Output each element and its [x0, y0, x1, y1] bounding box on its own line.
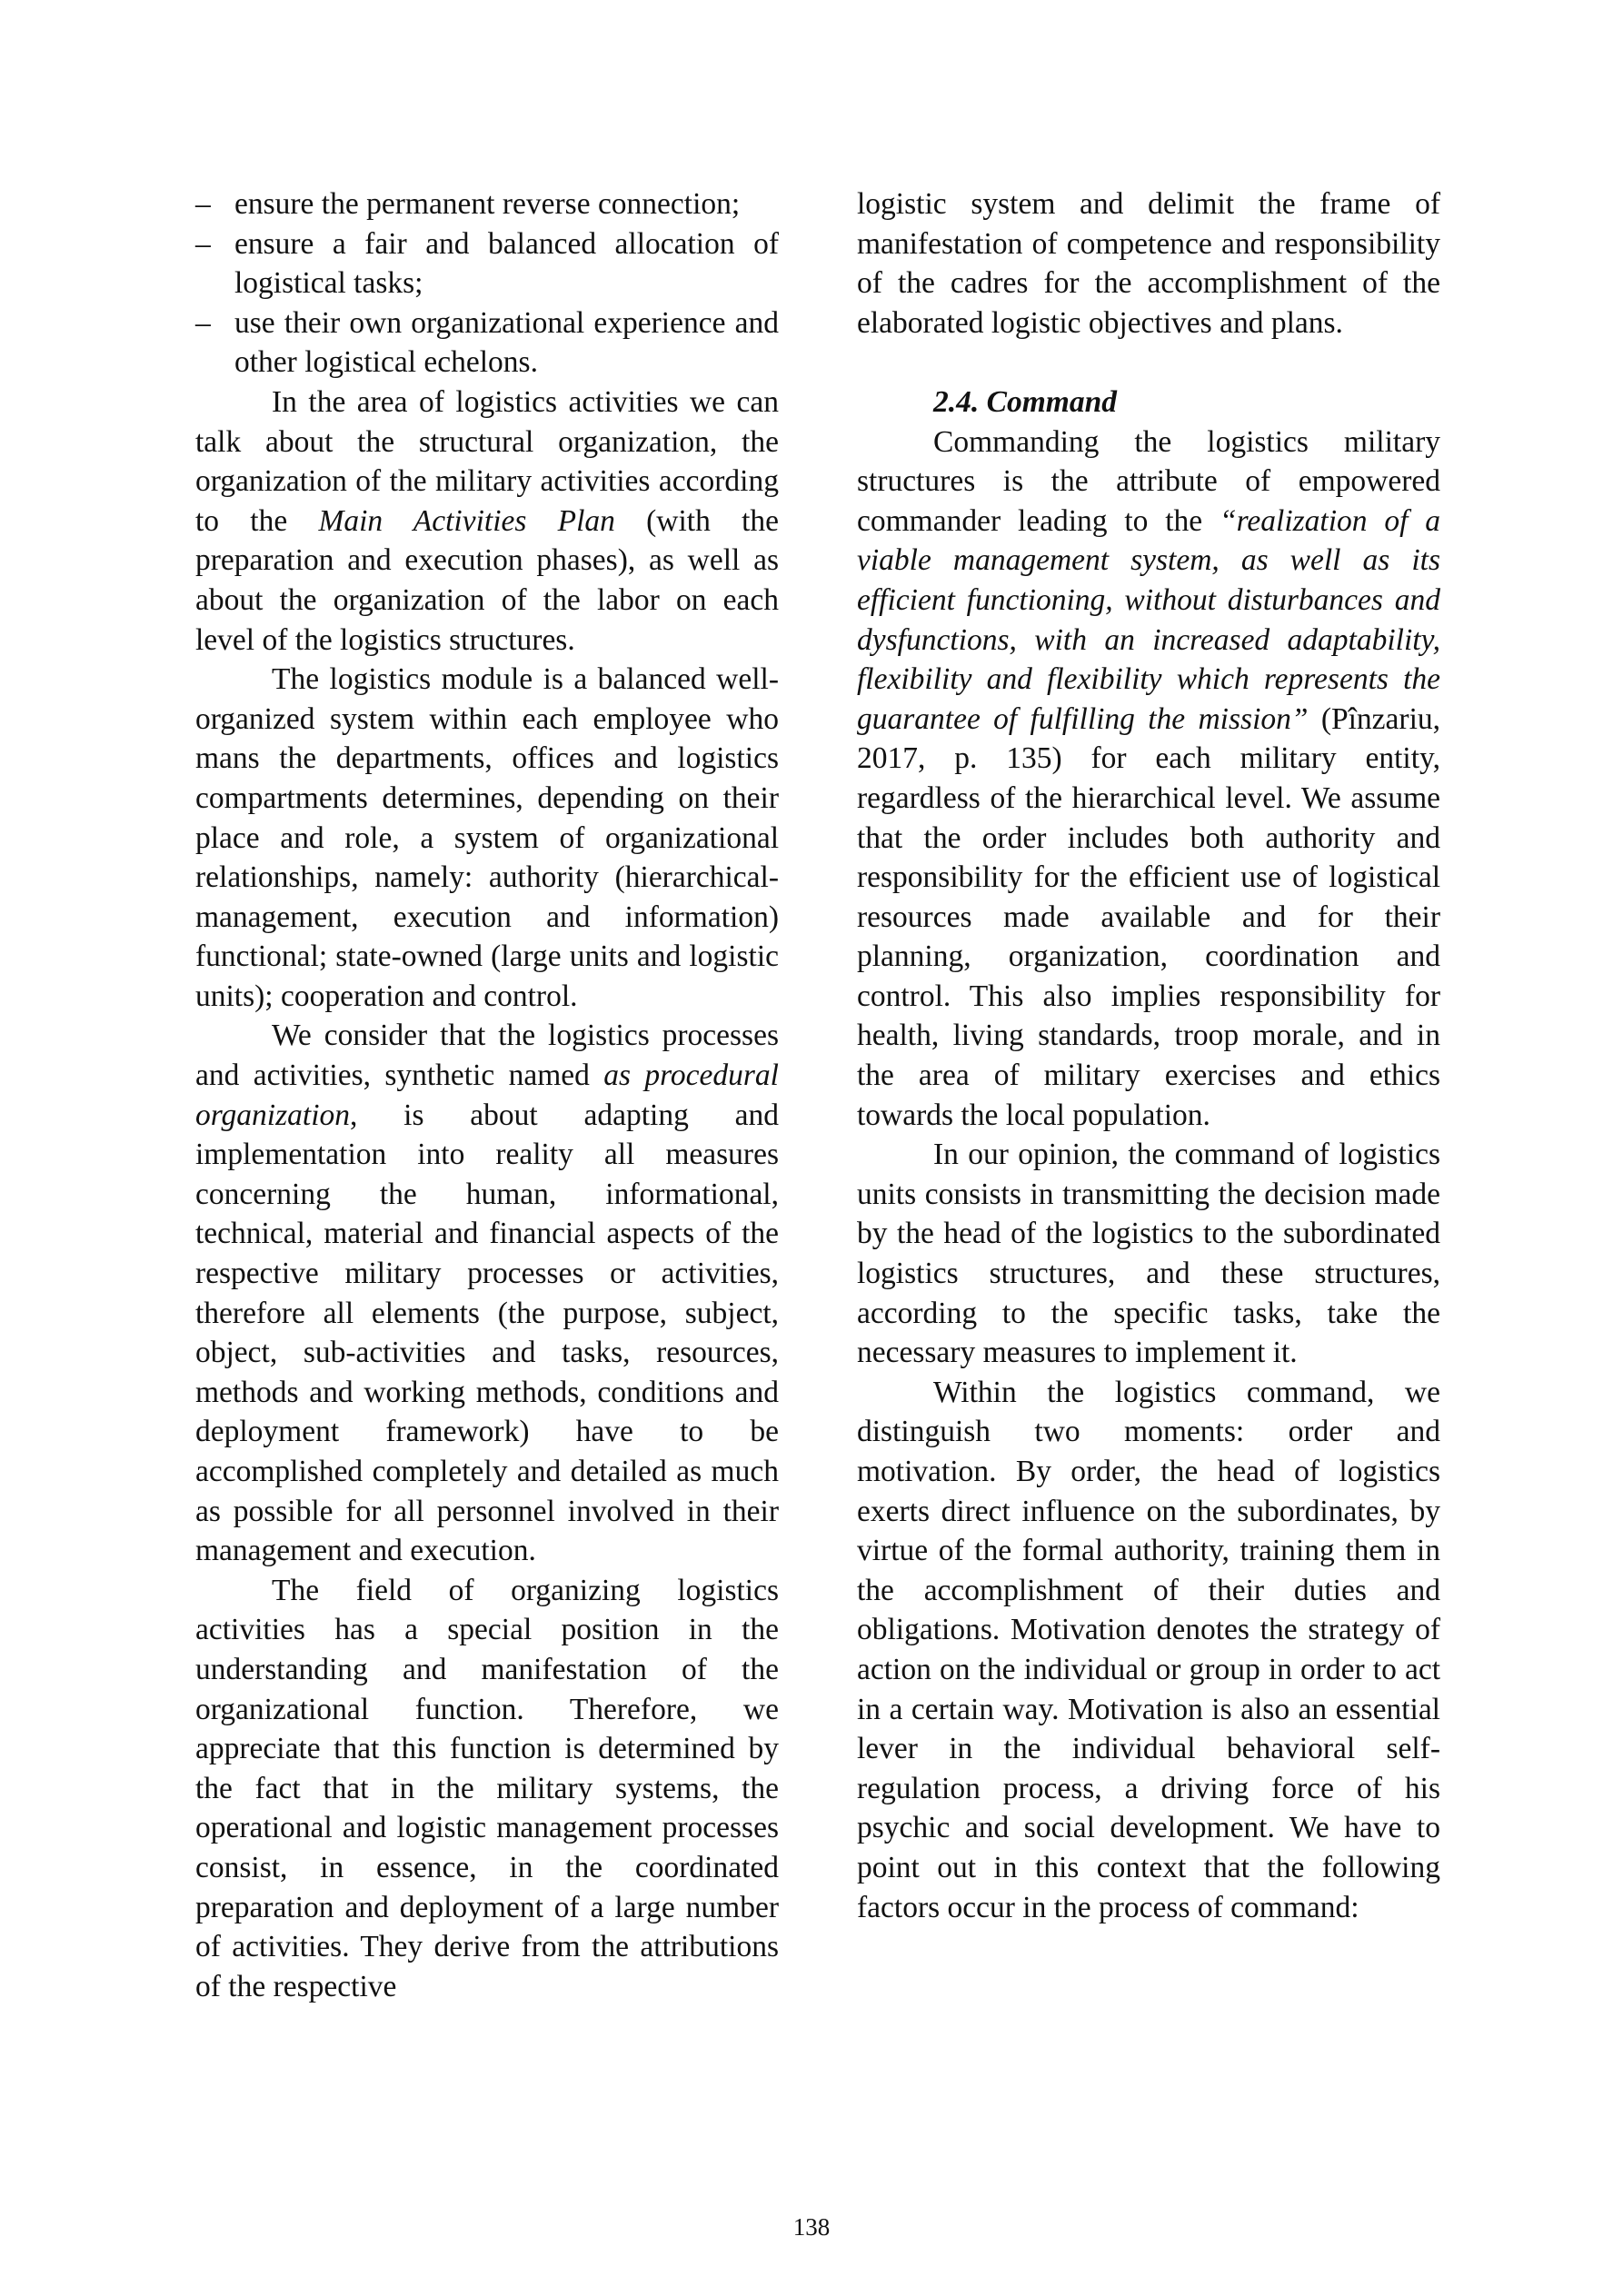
- dash-bullet: –: [195, 187, 211, 221]
- list-item-text: ensure the permanent reverse connection;: [234, 187, 741, 221]
- paragraph-text: Commanding the logistics military structures is the attribute of empowered commander leading to the: [857, 424, 1440, 538]
- list-item: [195, 303, 779, 383]
- italic-text: as procedural organization: [195, 1059, 779, 1132]
- list-item: [195, 224, 779, 303]
- paragraph-text: (Pînzariu, 2017, p. 135) for each military entity, regardless of the hierarchical level. We assume that the order includes both authority and responsibility for the efficient use of logistical resources made available and for their planning, organization, coordination and control. This also implies responsibility for health, living standards, troop morale, and in the area of military exercises and ethics towards the local population.: [857, 701, 1441, 1132]
- italic-text: Main Activities Plan: [318, 503, 615, 538]
- paragraph-text: (with the preparation and execution phases), as well as about the organization of the labor on each level of the logistics structures.: [195, 503, 780, 657]
- body-paragraph: [857, 422, 1440, 1136]
- paragraph-text: , is about adapting and implementation into reality all measures concerning the human, informational, technical, material and financial aspects of the respective military processes or activities, therefore all elements (the purpose, subject, object, sub-activities and tasks, resources, methods and working methods, conditions and deployment framework) have to be accomplished completely and detailed as much as possible for all personnel involved in their management and execution.: [195, 1098, 779, 1568]
- section-heading: 2.4. Command: [933, 384, 1117, 419]
- right-column: [857, 184, 1440, 1927]
- continued-paragraph: logistic system and delimit the frame of manifestation of competence and responsibility of the cadres for the accomplishment of the elaborated logistic objectives and plans.: [857, 187, 1440, 340]
- paragraph-text: We consider that the logistics processes and activities, synthetic named: [195, 1019, 779, 1093]
- body-paragraph: The field of organizing logistics activities has a special position in the understanding and manifestation of the organizational function. Therefore, we appreciate that this function is determined by the fact that in the military systems, the operational and logistic management processes consist, in essence, in the coordinated preparation and deployment of a large number of activities. They derive from the attributions of the respective: [195, 1573, 779, 2003]
- list-item-text: ensure a fair and balanced allocation of logistical tasks;: [234, 226, 779, 301]
- dash-bullet: –: [195, 226, 211, 261]
- body-paragraph: The logistics module is a balanced well-organized system within each employee who mans the departments, offices and logistics compartments determines, depending on their place and role, a system of organizational relationships, namely: authority (hierarchical-management, execution and information) functional; state-owned (large units and logistic units); cooperation and control.: [195, 662, 779, 1013]
- bullet-list: [195, 184, 779, 383]
- paragraph-text: In the area of logistics activities we can talk about the structural organization, the organization of the military activities according to the: [195, 384, 779, 538]
- italic-quote: “realization of a viable management system, as well as its efficient functioning, without disturbances and dysfunctions, with an increased adaptability, flexibility and flexibility which represents the guarantee of fulfilling the mission”: [857, 503, 1440, 736]
- body-paragraph: [195, 1016, 779, 1570]
- page-number: 138: [792, 2213, 831, 2241]
- dash-bullet: –: [195, 305, 211, 340]
- list-item: [195, 184, 779, 224]
- left-column: [195, 184, 779, 2006]
- body-paragraph: Within the logistics command, we distinguish two moments: order and motivation. By order, the head of logistics exerts direct influence on the subordinates, by virtue of the formal authority, training them in the accomplishment of their duties and obligations. Motivation denotes the strategy of action on the individual or group in order to act in a certain way. Motivation is also an essential lever in the individual behavioral self-regulation process, a driving force of his psychic and social development. We have to point out in this context that the following factors occur in the process of command:: [857, 1375, 1440, 1924]
- list-item-text: use their own organizational experience and other logistical echelons.: [234, 305, 779, 380]
- body-paragraph: In our opinion, the command of logistics units consists in transmitting the decision made by the head of the logistics to the subordinated logistics structures, and these structures, according to the specific tasks, take the necessary measures to implement it.: [857, 1138, 1440, 1370]
- body-paragraph: [195, 383, 779, 660]
